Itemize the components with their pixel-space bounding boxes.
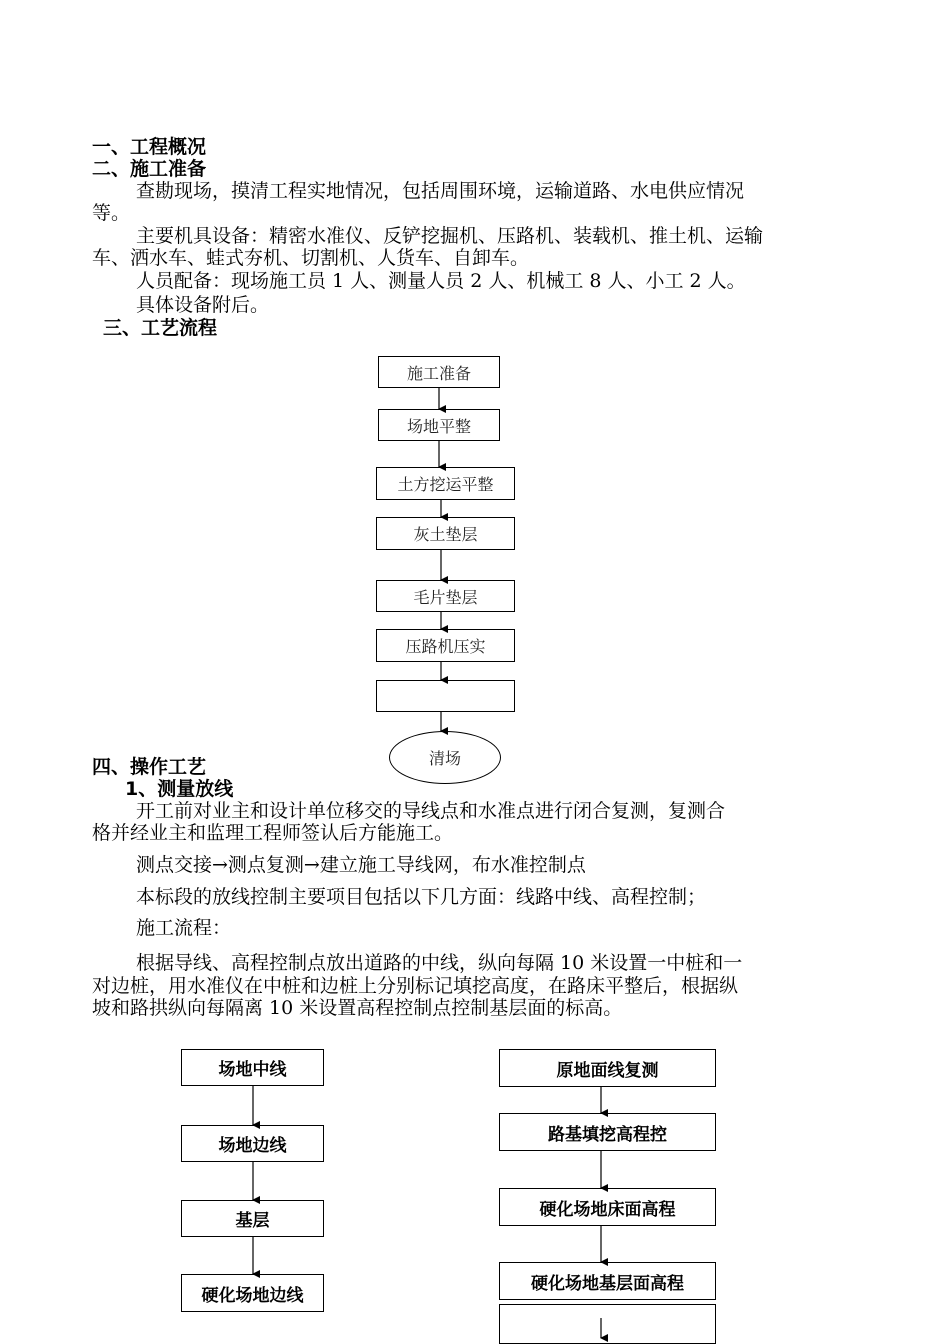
right-flow-step-4: 硬化场地基层面高程 [499, 1262, 716, 1300]
survey-paragraph-5-line-3: 坡和路拱纵向每隔离 10 米设置高程控制点控制基层面的标高。 [92, 997, 623, 1019]
left-flow-step-1: 场地中线 [181, 1049, 324, 1086]
flow-step-1: 施工准备 [378, 356, 500, 388]
flow-step-2: 场地平整 [378, 409, 500, 441]
right-flow-step-2: 路基填挖高程控 [499, 1113, 716, 1151]
prep-paragraph-1-line-1: 查勘现场，摸清工程实地情况，包括周围环境，运输道路、水电供应情况 [136, 180, 745, 202]
left-flow-step-2: 场地边线 [181, 1125, 324, 1162]
survey-paragraph-2: 测点交接→测点复测→建立施工导线网，布水准控制点 [136, 854, 586, 876]
right-flow-step-1: 原地面线复测 [499, 1049, 716, 1087]
survey-paragraph-1-line-1: 开工前对业主和设计单位移交的导线点和水准点进行闭合复测，复测合 [136, 800, 726, 822]
section-3-heading: 三、工艺流程 [103, 317, 218, 339]
survey-paragraph-5-line-2: 对边桩，用水准仪在中桩和边桩上分别标记填挖高度，在路床平整后，根据纵 [92, 975, 739, 997]
survey-paragraph-4: 施工流程： [136, 917, 232, 939]
section-2-heading: 二、施工准备 [92, 158, 207, 180]
flow-step-8-end: 清场 [389, 731, 501, 784]
flow-step-7-blank [376, 680, 515, 712]
prep-paragraph-2-line-1: 主要机具设备：精密水准仪、反铲挖掘机、压路机、装载机、推土机、运输 [136, 225, 764, 247]
subsection-survey-heading: 1、测量放线 [125, 778, 234, 800]
section-4-heading: 四、操作工艺 [92, 756, 207, 778]
survey-paragraph-5-line-1: 根据导线、高程控制点放出道路的中线，纵向每隔 10 米设置一中桩和一 [136, 952, 743, 974]
flow-step-4: 灰土垫层 [376, 517, 515, 550]
prep-paragraph-2-line-2: 车、洒水车、蛙式夯机、切割机、人货车、自卸车。 [92, 247, 530, 269]
section-1-heading: 一、工程概况 [92, 136, 207, 158]
flow-step-3: 土方挖运平整 [376, 467, 515, 500]
right-flow-step-3: 硬化场地床面高程 [499, 1188, 716, 1226]
prep-paragraph-3: 人员配备：现场施工员 1 人、测量人员 2 人、机械工 8 人、小工 2 人。 [136, 270, 746, 292]
right-flow-step-5-blank [499, 1304, 716, 1344]
flow-step-6: 压路机压实 [376, 629, 515, 662]
survey-paragraph-3: 本标段的放线控制主要项目包括以下几方面：线路中线、高程控制； [136, 886, 707, 908]
prep-paragraph-1-line-2: 等。 [92, 202, 131, 224]
left-flow-step-3: 基层 [181, 1200, 324, 1237]
left-flow-step-4: 硬化场地边线 [181, 1274, 324, 1312]
survey-paragraph-1-line-2: 格并经业主和监理工程师签认后方能施工。 [92, 822, 454, 844]
flow-step-5: 毛片垫层 [376, 580, 515, 612]
prep-paragraph-4: 具体设备附后。 [136, 294, 270, 316]
